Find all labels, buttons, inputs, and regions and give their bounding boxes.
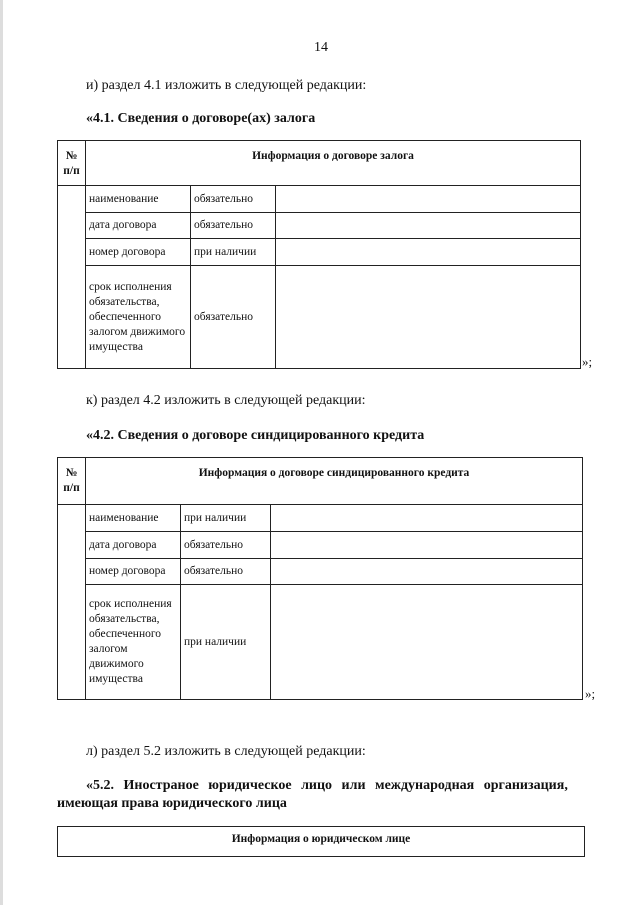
- info-header: Информация о договоре залога: [86, 141, 581, 186]
- intro-5-2: л) раздел 5.2 изложить в следующей редакции:: [86, 744, 366, 759]
- field-req: обязательно: [191, 213, 276, 239]
- field-req: при наличии: [181, 505, 271, 532]
- field-name: срок исполнения обязательства, обеспеченного залогом движимого имущества: [86, 585, 181, 700]
- info-header: Информация о юридическом лице: [58, 827, 585, 857]
- title-5-2-line1: «5.2. Иностраное юридическое лицо или международная организация,: [86, 778, 568, 793]
- closing-quote: »;: [582, 354, 593, 369]
- intro-4-2: к) раздел 4.2 изложить в следующей редакции:: [86, 393, 366, 408]
- table-4-2: [57, 457, 583, 700]
- field-name: дата договора: [86, 213, 191, 239]
- scan-edge: [0, 0, 3, 905]
- field-name: наименование: [86, 505, 181, 532]
- closing-quote: »;: [585, 686, 596, 701]
- num-cell: [58, 505, 86, 700]
- value-cell: [271, 585, 583, 700]
- value-cell: [271, 532, 583, 559]
- title-4-1: «4.1. Сведения о договоре(ах) залога: [86, 111, 316, 126]
- page-number: 14: [314, 40, 328, 55]
- field-req: обязательно: [181, 532, 271, 559]
- title-5-2-line2: имеющая права юридического лица: [57, 796, 287, 811]
- num-header: № п/п: [58, 458, 86, 505]
- field-req: обязательно: [191, 186, 276, 213]
- info-header: Информация о договоре синдицированного кредита: [86, 458, 583, 505]
- field-req: при наличии: [181, 585, 271, 700]
- num-header: № п/п: [58, 141, 86, 186]
- field-req: обязательно: [181, 559, 271, 585]
- table-5-2: [57, 826, 585, 857]
- field-name: номер договора: [86, 239, 191, 266]
- field-req: при наличии: [191, 239, 276, 266]
- value-cell: [276, 213, 581, 239]
- field-name: номер договора: [86, 559, 181, 585]
- table-4-1: [57, 140, 581, 369]
- value-cell: [271, 505, 583, 532]
- value-cell: [276, 239, 581, 266]
- field-name: дата договора: [86, 532, 181, 559]
- intro-4-1: и) раздел 4.1 изложить в следующей редакции:: [86, 78, 367, 93]
- value-cell: [271, 559, 583, 585]
- value-cell: [276, 186, 581, 213]
- num-cell: [58, 186, 86, 369]
- field-name: срок исполнения обязательства, обеспеченного залогом движимого имущества: [86, 266, 191, 369]
- value-cell: [276, 266, 581, 369]
- field-name: наименование: [86, 186, 191, 213]
- field-req: обязательно: [191, 266, 276, 369]
- title-4-2: «4.2. Сведения о договоре синдицированного кредита: [86, 428, 425, 443]
